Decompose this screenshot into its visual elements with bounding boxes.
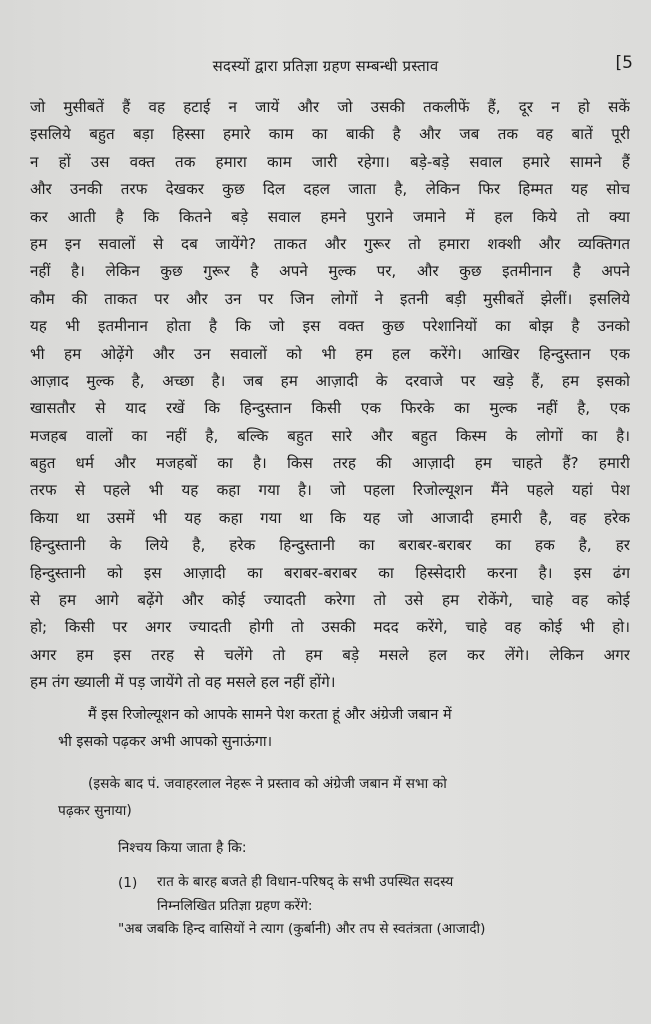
text-line: (इसके बाद पं. जवाहरलाल नेहरू ने प्रस्ताव को अंग्रेजी जबान में सभा को: [88, 776, 447, 792]
text-line: भी इसको पढ़कर अभी आपको सुनाऊंगा।: [58, 734, 273, 750]
page-header-title: सदस्यों द्वारा प्रतिज्ञा ग्रहण सम्बन्धी प्रस्ताव: [212, 57, 439, 75]
text-line: अगर हम इस तरह से चलेंगे तो हम बड़े मसले हल कर लेंगे। लेकिन अगर: [30, 645, 630, 664]
resolution-intro-cont: [58, 729, 628, 756]
text-line: निम्नलिखित प्रतिज्ञा ग्रहण करेंगे:: [157, 898, 313, 914]
text-line: नहीं है। लेकिन कुछ गुरूर है अपने मुल्क पर, और कुछ इतमीनान है अपने: [30, 262, 630, 281]
page-number: [5: [615, 53, 633, 73]
speech-paragraph: [30, 94, 630, 697]
text-line: रात के बारह बजते ही विधान-परिषद् के सभी उपस्थित सदस्य: [157, 874, 454, 890]
text-line: तरफ से पहले भी यह कहा गया है। जो पहला रिजोल्यूशन मैंने पहले यहां पेश: [30, 481, 630, 500]
text-line: कौम की ताकत पर और उन पर जिन लोगों ने इतनी बड़ी मुसीबतें झेलीं। इसलिये: [30, 289, 630, 308]
text-line: मजहब वालों का नहीं है, बल्कि बहुत सारे और बहुत किस्म के लोगों का है।: [30, 426, 630, 445]
clause-number: (1): [118, 875, 138, 891]
text-line: कर आती है कि कितने बड़े सवाल हमने पुराने जमाने में हल किये तो क्या: [30, 207, 630, 226]
text-line: बहुत धर्म और मजहबों का है। किस तरह की आज़ादी हम चाहते हैं? हमारी: [30, 454, 630, 473]
resolved-label: निश्चय किया जाता है कि:: [118, 840, 247, 856]
text-line: खासतौर से याद रखें कि हिन्दुस्तान किसी एक फिरके का मुल्क नहीं है, एक: [30, 399, 630, 418]
text-line: और उनकी तरफ देखकर कुछ दिल दहल जाता है, लेकिन फिर हिम्मत यह सोच: [30, 180, 630, 199]
resolution-intro: [88, 702, 628, 729]
text-line: यह भी इतमीनान होता है कि जो इस वक्त कुछ परेशानियों का बोझ है उनको: [30, 317, 630, 336]
text-line: न हों उस वक्त तक हमारा काम जारी रहेगा। बड़े-बड़े सवाल हमारे सामने हैं: [30, 152, 630, 171]
clause-text: [157, 870, 627, 918]
text-line: भी हम ओढ़ेंगे और उन सवालों को भी हम हल करेंगे। आखिर हिन्दुस्तान एक: [30, 344, 630, 363]
text-line: हम तंग ख्याली में पड़ जायेंगे तो वह मसले हल नहीं होंगे।: [30, 673, 336, 692]
text-line: किया था उसमें भी यह कहा गया था कि यह जो आजादी हमारी है, वह हरेक: [30, 508, 630, 527]
text-line: "अब जबकि हिन्द वासियों ने त्याग (कुर्बानी) और तप से स्वतंत्रता (आजादी): [118, 921, 486, 937]
text-line: हिन्दुस्तानी के लिये है, हरेक हिन्दुस्तानी का बराबर-बराबर का हक है, हर: [30, 536, 630, 555]
stage-note-cont: [58, 798, 628, 825]
pledge-text: [118, 916, 638, 943]
text-line: हिन्दुस्तानी को इस आज़ादी का बराबर-बराबर का हिस्सेदारी करना है। इस ढंग: [30, 563, 630, 582]
text-line: हम इन सवालों से दब जायेंगे? ताकत और गुरूर तो हमारा शक्शी और व्यक्तिगत: [30, 234, 630, 253]
text-line: जो मुसीबतें हैं वह हटाई न जायें और जो उसकी तकलीफें हैं, दूर न हो सकें: [30, 98, 630, 116]
text-line: आज़ाद मुल्क है, अच्छा है। जब हम आज़ादी के दरवाजे पर खड़े हैं, हम इसको: [30, 371, 630, 390]
text-line: मैं इस रिजोल्यूशन को आपके सामने पेश करता हूं और अंग्रेजी जबान में: [88, 707, 452, 723]
text-line: हो; किसी पर अगर ज्यादती होगी तो उसकी मदद करेंगे, चाहे वह कोई भी हो।: [30, 618, 630, 637]
text-line: इसलिये बहुत बड़ा हिस्सा हमारे काम का बाकी है और जब तक वह बातें पूरी: [30, 125, 630, 144]
text-line: से हम आगे बढ़ेंगे और कोई ज्यादती करेगा तो उसे हम रोकेंगे, चाहे वह कोई: [30, 591, 630, 610]
stage-note: [88, 771, 628, 798]
text-line: पढ़कर सुनाया): [58, 803, 132, 819]
